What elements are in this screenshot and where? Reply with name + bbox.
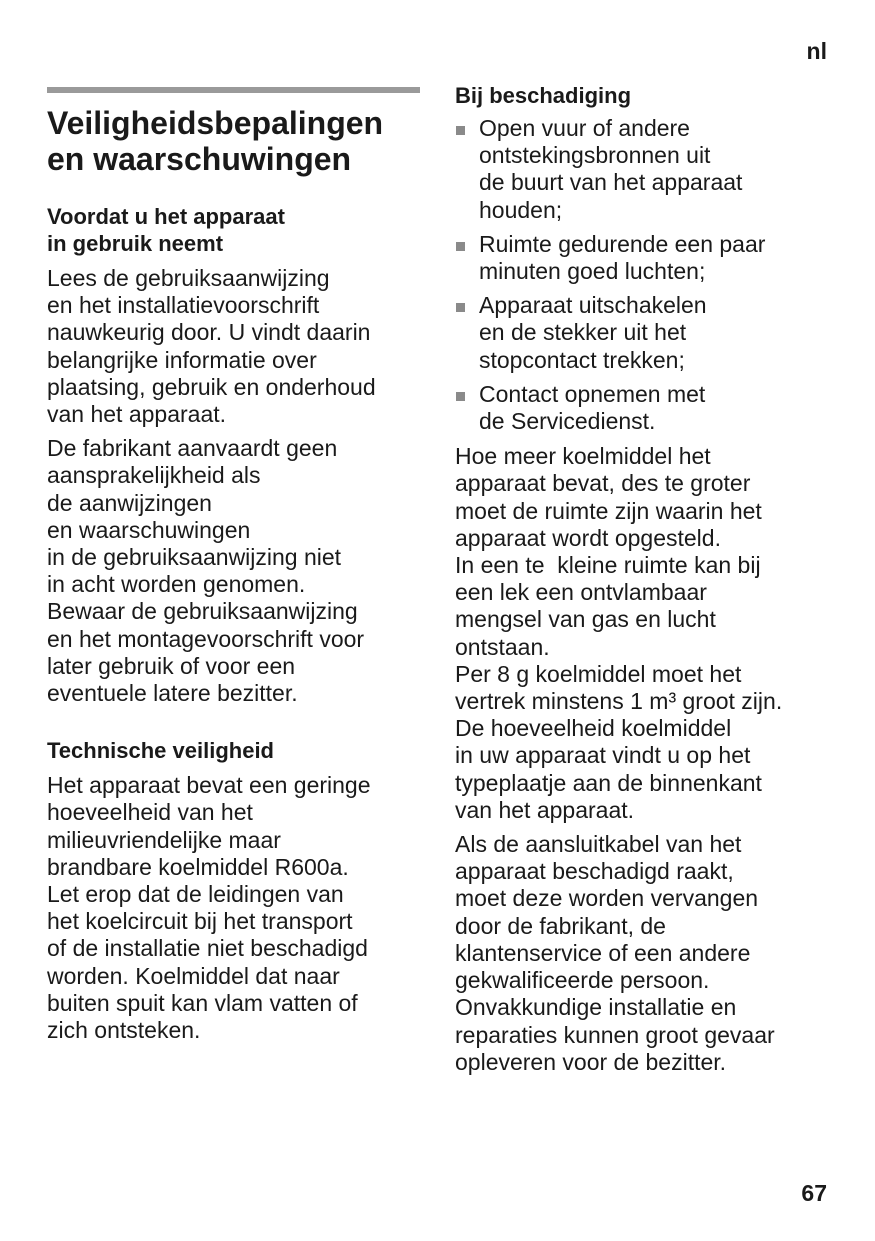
text-line: buiten spuit kan vlam vatten of (47, 989, 358, 1016)
text-line: in de gebruiksaanwijzing niet (47, 544, 342, 571)
text-line: De hoeveelheid koelmiddel (455, 715, 732, 742)
section-rule (47, 87, 420, 93)
text-line: typeplaatje aan de binnenkant (455, 769, 762, 796)
text-line: de aanwijzingen (47, 489, 212, 516)
text-line: in acht worden genomen. (47, 571, 306, 598)
right-column (455, 82, 835, 1083)
text-line: gekwalificeerde persoon. (455, 967, 710, 994)
text-line: of de installatie niet beschadigd (47, 935, 368, 962)
text-line: later gebruik of voor een (47, 652, 296, 679)
square-bullet-icon (456, 303, 465, 312)
text-line: eventuele latere bezitter. (47, 680, 298, 707)
square-bullet-icon (456, 126, 465, 135)
list-item (455, 292, 835, 374)
text-line: De fabrikant aanvaardt geen (47, 435, 338, 462)
text-line: vertrek minstens 1 m³ groot zijn. (455, 688, 783, 715)
title-line: Veiligheidsbepalingen (47, 105, 384, 141)
paragraph-refrigerant (47, 772, 420, 1044)
text-line: Per 8 g koelmiddel moet het (455, 660, 742, 687)
text-line: moet deze worden vervangen (455, 885, 759, 912)
square-bullet-icon (456, 392, 465, 401)
text-line: stopcontact trekken; (479, 346, 685, 373)
text-line: de Servicedienst. (479, 408, 656, 435)
text-line: minuten goed luchten; (479, 258, 706, 285)
text-line: belangrijke informatie over (47, 346, 317, 373)
text-line: aansprakelijkheid als (47, 462, 261, 489)
text-line: nauwkeurig door. U vindt daarin (47, 319, 371, 346)
text-line: milieuvriendelijke maar (47, 826, 281, 853)
list-item (455, 381, 835, 435)
text-line: plaatsing, gebruik en onderhoud (47, 373, 376, 400)
text-line: apparaat beschadigd raakt, (455, 858, 734, 885)
text-line: de buurt van het apparaat (479, 169, 743, 196)
title-line: en waarschuwingen (47, 141, 352, 177)
text-line: apparaat wordt opgesteld. (455, 524, 721, 551)
square-bullet-icon (456, 242, 465, 251)
paragraph-liability (47, 435, 420, 707)
text-line: Ruimte gedurende een paar (479, 230, 766, 257)
text-line: opleveren voor de bezitter. (455, 1048, 727, 1075)
heading-damage: Bij beschadiging (455, 83, 632, 108)
text-line: zich ontsteken. (47, 1017, 201, 1044)
text-line: Onvakkundige installatie en (455, 994, 737, 1021)
heading-line: in gebruik neemt (47, 231, 224, 256)
text-line: Let erop dat de leidingen van (47, 881, 344, 908)
text-line: door de fabrikant, de (455, 912, 666, 939)
heading-technical-safety: Technische veiligheid (47, 738, 274, 764)
text-line: van het apparaat. (47, 401, 227, 428)
heading-line: Voordat u het apparaat (47, 204, 285, 229)
text-line: moet de ruimte zijn waarin het (455, 497, 762, 524)
damage-list (455, 115, 835, 435)
paragraph-power-cable (455, 831, 835, 1076)
text-line: hoeveelheid van het (47, 799, 253, 826)
text-line: ontstaan. (455, 633, 550, 660)
paragraph-read-instructions (47, 265, 420, 428)
text-line: van het apparaat. (455, 796, 635, 823)
text-line: worden. Koelmiddel dat naar (47, 962, 340, 989)
text-line: Open vuur of andere (479, 115, 690, 141)
text-line: In een te kleine ruimte kan bij (455, 552, 761, 579)
text-line: en de stekker uit het (479, 319, 687, 346)
list-item (455, 231, 835, 285)
text-line: klantenservice of een andere (455, 939, 751, 966)
text-line: brandbare koelmiddel R600a. (47, 853, 349, 880)
text-line: Het apparaat bevat een geringe (47, 772, 371, 799)
text-line: en waarschuwingen (47, 516, 251, 543)
text-line: het koelcircuit bij het transport (47, 908, 353, 935)
page-number: 67 (801, 1180, 827, 1206)
text-line: een lek een ontvlambaar (455, 579, 707, 606)
text-line: apparaat bevat, des te groter (455, 470, 751, 497)
text-line: Lees de gebruiksaanwijzing (47, 265, 330, 291)
list-item (455, 115, 835, 224)
text-line: Contact opnemen met (479, 380, 706, 407)
text-line: en het installatievoorschrift (47, 292, 320, 319)
language-label: nl (806, 38, 827, 64)
text-line: Apparaat uitschakelen (479, 292, 707, 319)
text-line: houden; (479, 196, 563, 223)
text-line: en het montagevoorschrift voor (47, 625, 365, 652)
text-line: ontstekingsbronnen uit (479, 142, 711, 169)
text-line: Bewaar de gebruiksaanwijzing (47, 598, 358, 625)
paragraph-room-size (455, 443, 835, 824)
text-line: in uw apparaat vindt u op het (455, 742, 751, 769)
text-line: reparaties kunnen groot gevaar (455, 1021, 775, 1048)
left-column (47, 87, 420, 1051)
page-title (47, 105, 420, 177)
text-line: Hoe meer koelmiddel het (455, 443, 711, 470)
heading-before-use (47, 203, 420, 257)
text-line: mengsel van gas en lucht (455, 606, 716, 633)
text-line: Als de aansluitkabel van het (455, 831, 742, 858)
